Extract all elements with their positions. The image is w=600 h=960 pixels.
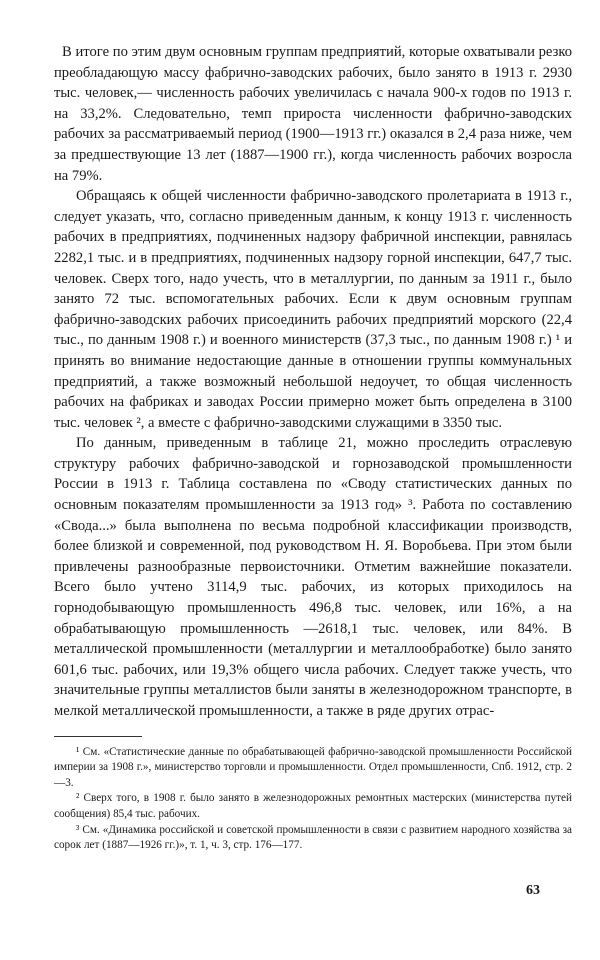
footnote-2: ² Сверх того, в 1908 г. было занято в железнодорожных ремонтных мастерских (министерства путей сообщения) 85,4 тыс. рабочих. [54,792,572,820]
footnote-1: ¹ См. «Статистические данные по обрабатывающей фабрично-заводской промышленности Российской империи за 1908 г.», министерство торговли и промышленности. Отдел промышленности, Спб. 1912, стр. 2—3. [54,745,572,789]
footnote-divider [54,736,142,737]
page-number: 63 [526,883,540,898]
paragraph-2: Обращаясь к общей численности фабрично-заводского пролетариата в 1913 г., следует указать, что, согласно приведенным данным, к концу 1913 г. численность рабочих в предприятиях, подчиненных надзору фабричной инспекции, равнялась 2282,1 тыс. и в предприятиях, подчиненных надзору горной инспекции, 647,7 тыс. человек. Сверх того, надо учесть, что в металлургии, по данным за 1911 г., было занято 72 тыс. вспомогательных рабочих. Если к двум основным группам фабрично-заводских рабочих присоединить рабочих предприятий морского (22,4 тыс., по данным 1908 г.) и военного министерств (37,3 тыс., по данным 1908 г.) ¹ и принять во внимание недостающие данные в отношении группы коммунальных предприятий, а также возможный небольшой недоучет, то общая численность рабочих на фабриках и заводах России примерно может быть определена в 3100 тыс. человек ², а вместе с фабрично-заводскими служащими в 3350 тыс. [54,188,572,431]
main-text [54,42,572,722]
footnotes [54,745,572,854]
paragraph-3: По данным, приведенным в таблице 21, можно проследить отраслевую структуру рабочих фабрично-заводской и горнозаводской промышленности России в 1913 г. Таблица составлена по «Своду статистических данных по основным показателям промышленности за 1913 год» ³. Работа по составлению «Свода...» была выполнена по весьма подробной классификации производств, более близкой и современной, под руководством Н. Я. Воробьева. При этом были привлечены разнообразные первоисточники. Отметим важнейшие показатели. Всего было учтено 3114,9 тыс. рабочих, из которых приходилось на горнодобывающую промышленность 496,8 тыс. человек, или 16%, а на обрабатывающую промышленность —2618,1 тыс. человек, или 84%. В металлической промышленности (металлургии и металлообработке) было занято 601,6 тыс. рабочих, или 19,3% общего числа рабочих. Следует также учесть, что значительные группы металлистов были заняты в железнодорожном транспорте, в мелкой металлической промышленности, а также в ряде других отрас- [54,435,572,719]
paragraph-1: В итоге по этим двум основным группам предприятий, которые охватывали резко преобладающую массу фабрично-заводских рабочих, было занято в 1913 г. 2930 тыс. человек,— численность рабочих увеличилась с начала 900-х годов по 1913 г. на 33,2%. Следовательно, темп прироста численности фабрично-заводских рабочих за рассматриваемый период (1900—1913 гг.) оказался в 2,4 раза ниже, чем за предшествующие 13 лет (1887—1900 гг.), когда численность рабочих возросла на 79%. [54,44,572,184]
footnote-3: ³ См. «Динамика российской и советской промышленности в связи с развитием народного хозяйства за сорок лет (1887—1926 гг.)», т. 1, ч. 3, стр. 176—177. [54,823,572,852]
